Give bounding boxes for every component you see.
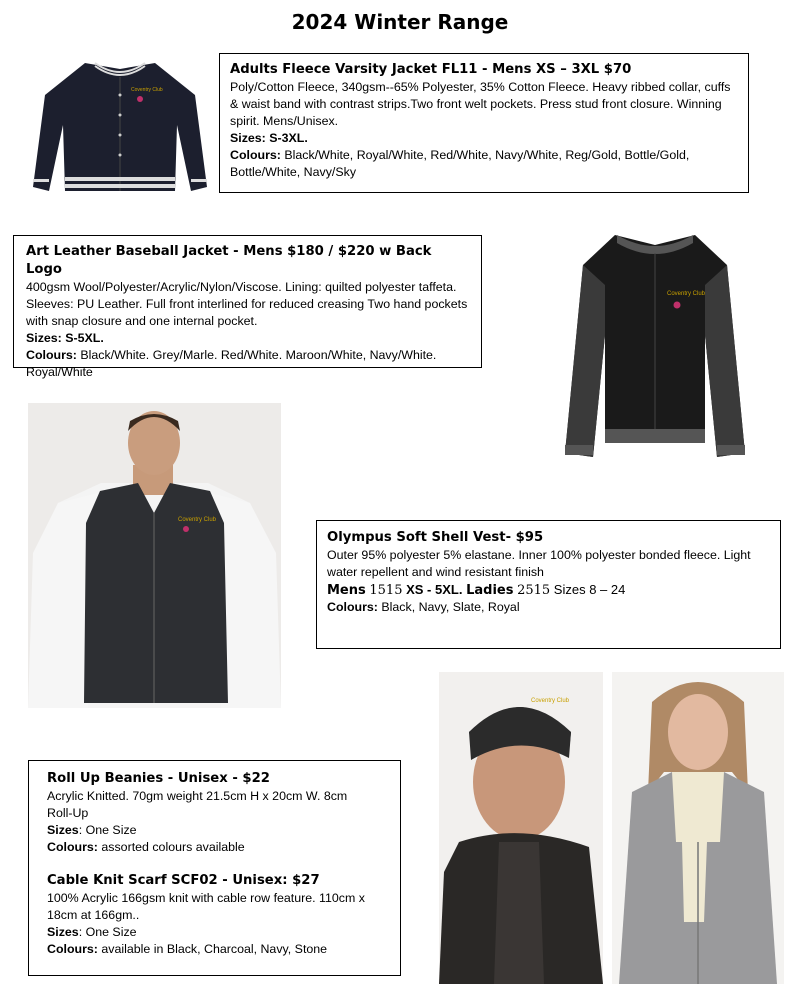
- vest-colours-value: Black, Navy, Slate, Royal: [381, 600, 520, 614]
- scarf-sizes-label: Sizes: [47, 925, 79, 939]
- beanie-colours-value: assorted colours available: [101, 840, 245, 854]
- scarf-colours: [47, 941, 382, 958]
- beanie-sizes-value: : One Size: [78, 823, 137, 837]
- vest-heading: Olympus Soft Shell Vest- $95: [327, 530, 544, 545]
- baseball-jacket-image: [555, 225, 755, 465]
- logo-text: Coventry Club: [531, 698, 570, 704]
- vest-sizes: [327, 581, 770, 599]
- beanie-scarf-man-image: [439, 672, 603, 984]
- logo-text: Coventry Club: [178, 517, 217, 523]
- baseball-colours-label: Colours:: [26, 348, 77, 362]
- varsity-sizes: [230, 130, 738, 147]
- vest-colours: [327, 599, 770, 616]
- scarf-colours-value: available in Black, Charcoal, Navy, Stone: [101, 942, 328, 956]
- page-title: 2024 Winter Range: [291, 10, 509, 34]
- vest-box: [316, 520, 781, 649]
- beanie-sizes-label: Sizes: [47, 823, 79, 837]
- varsity-description: Poly/Cotton Fleece, 340gsm--65% Polyester, 35% Cotton Fleece. Heavy ribbed collar, cuffs & waist band with contrast strips.Two front welt pockets. Press stud front closure. Winning spirit. Mens/Unisex.: [230, 80, 731, 128]
- vest-colours-label: Colours:: [327, 600, 378, 614]
- baseball-description: 400gsm Wool/Polyester/Acrylic/Nylon/Viscose. Lining: quilted polyester taffeta. Sleeves: PU Leather. Full front interlined for reduced creasing Two hand pockets with snap closure and one internal pocket.: [26, 280, 468, 328]
- scarf-woman-image: [612, 672, 784, 984]
- scarf-sizes-value: : One Size: [78, 925, 137, 939]
- beanie-heading: Roll Up Beanies - Unisex - $22: [47, 771, 270, 786]
- varsity-colours-label: Colours:: [230, 148, 281, 162]
- scarf-colours-label: Colours:: [47, 942, 98, 956]
- varsity-heading: Adults Fleece Varsity Jacket FL11 - Mens XS – 3XL $70: [230, 62, 632, 77]
- baseball-heading: Art Leather Baseball Jacket - Mens $180 / $220 w Back Logo: [26, 244, 432, 277]
- vest-mens-code: 1515: [369, 583, 403, 598]
- varsity-colours-value: Black/White, Royal/White, Red/White, Navy/White, Reg/Gold, Bottle/Gold, Bottle/White, Navy/Sky: [230, 148, 690, 179]
- baseball-sizes-label: Sizes:: [26, 331, 62, 345]
- baseball-sizes: [26, 330, 469, 347]
- varsity-sizes-value: S-3XL.: [269, 131, 308, 145]
- baseball-jacket-box: [13, 235, 482, 379]
- varsity-jacket-image: [25, 55, 215, 205]
- baseball-sizes-value: S-5XL.: [65, 331, 104, 345]
- vest-mens-label: Mens: [327, 583, 366, 598]
- vest-description: Outer 95% polyester 5% elastane. Inner 100% polyester bonded fleece. Light water repellent and wind resistant finish: [327, 548, 751, 579]
- scarf-description: 100% Acrylic 166gsm knit with cable row feature. 110cm x 18cm at 166gm..: [47, 891, 365, 922]
- beanie-sizes: [47, 822, 382, 839]
- beanie-description: Acrylic Knitted. 70gm weight 21.5cm H x 20cm W. 8cm Roll-Up: [47, 789, 348, 820]
- varsity-jacket-box: [219, 53, 749, 193]
- vest-ladies-sizes: Sizes 8 – 24: [553, 582, 626, 597]
- beanie-colours-label: Colours:: [47, 840, 98, 854]
- logo-text: Coventry Club: [667, 291, 706, 297]
- vest-ladies-code: 2515: [517, 583, 551, 598]
- vest-mens-sizes: XS - 5XL.: [406, 582, 463, 597]
- vest-ladies-label: Ladies: [466, 583, 514, 598]
- logo-text: Coventry Club: [131, 87, 163, 93]
- beanie-colours: [47, 839, 382, 856]
- baseball-colours-value: Black/White. Grey/Marle. Red/White. Maroon/White, Navy/White. Royal/White: [26, 348, 437, 379]
- beanie-scarf-box: [28, 760, 401, 976]
- baseball-colours: [26, 347, 469, 381]
- varsity-sizes-label: Sizes:: [230, 131, 266, 145]
- scarf-heading: Cable Knit Scarf SCF02 - Unisex: $27: [47, 873, 320, 888]
- varsity-colours: [230, 147, 738, 181]
- vest-model-image: [28, 403, 281, 708]
- scarf-sizes: [47, 924, 382, 941]
